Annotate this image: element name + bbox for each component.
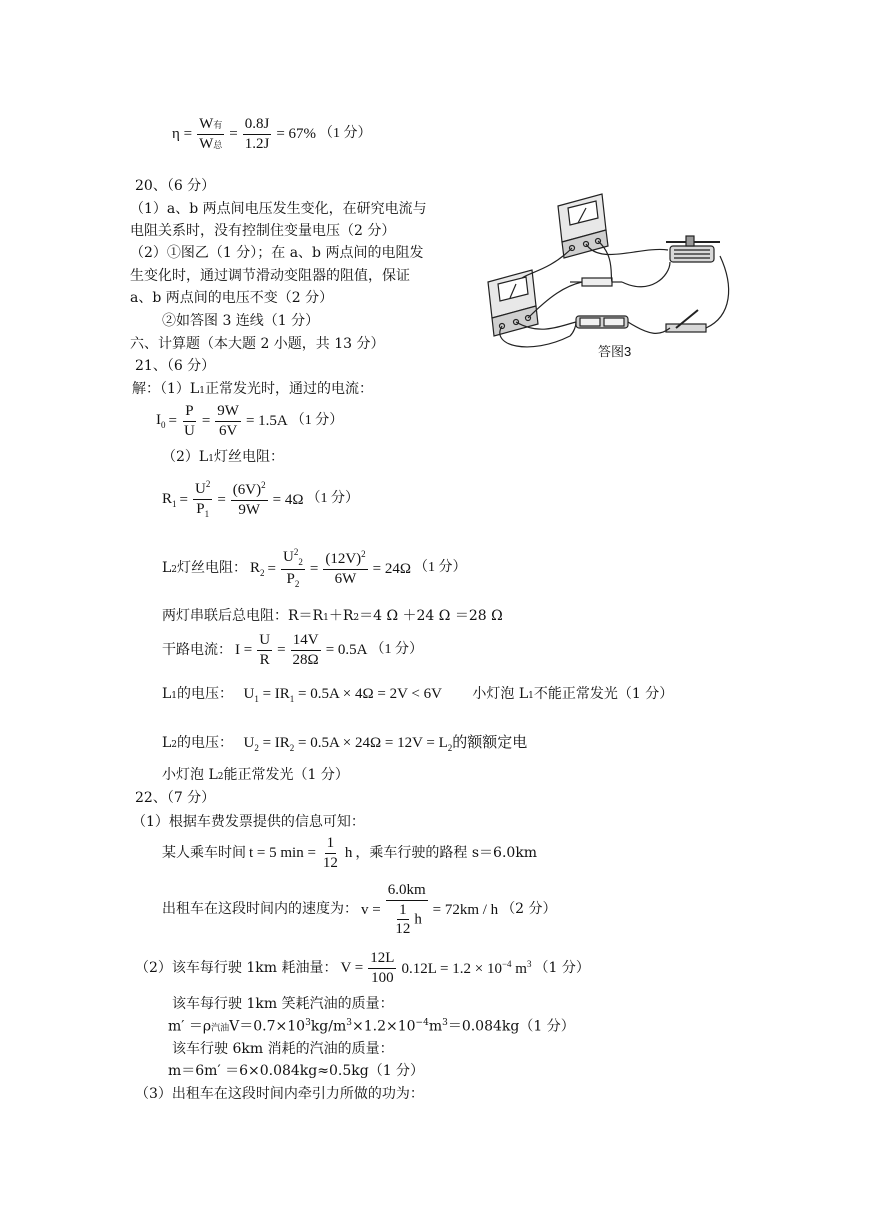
u2-conclusion: 小灯泡 L2能正常发光（1 分） [162, 767, 349, 783]
voltmeter-icon [558, 194, 608, 258]
fuel-per-km-line: （2）该车每行驶 1km 耗油量： V = $\frac{12L}{100}$ $0.12L = 1.2 \times 10^{-4}$ $m^3$ （1 分） [135, 950, 590, 986]
q21-header: 21、（6 分） [135, 358, 216, 374]
q20-header: 20、（6 分） [135, 178, 216, 194]
q22-part3: （3）出租车在这段时间内牵引力所做的功为： [135, 1086, 424, 1102]
figure-caption: 答图3 [598, 344, 632, 359]
r2-formula: L2灯丝电阻： $R_2$ = $\frac{U^2_2}{P_2}$ = $\frac{(12V)^2}{6W}$ = 24Ω （1 分） [162, 547, 467, 589]
mass-line-3: 该车行驶 6km 消耗的汽油的质量： [172, 1041, 394, 1057]
ammeter-icon [488, 270, 538, 336]
section-6-title: 六、计算题（本大题 2 小题，共 13 分） [130, 336, 385, 352]
battery-icon [576, 316, 628, 328]
total-resistance-line: 两灯串联后总电阻：R＝R1＋R2＝4 Ω ＋24 Ω ＝28 Ω [162, 608, 503, 624]
q20-line-3: ②如答图 3 连线（1 分） [162, 313, 320, 329]
q22-header: 22、（7 分） [135, 790, 216, 806]
main-current-formula: 干路电流： I = $\frac{U}{R}$ = $\frac{14V}{28\Omega}$ = 0.5A （1 分） [162, 632, 423, 668]
circuit-diagram-figure [470, 186, 742, 362]
q20-line-2a: （2）①图乙（1 分）；在 a、b 两点间的电阻发 [130, 245, 424, 261]
switch-icon [666, 310, 706, 332]
mass-line-1: 该车每行驶 1km 笑耗汽油的质量： [172, 996, 394, 1012]
q21-part2-label: （2）L1灯丝电阻： [162, 449, 284, 465]
speed-line: 出租车在这段时间内的速度为： v = 6.0km $\frac{1}{12}$ h = 72km / h （2 分） [162, 882, 557, 937]
r1-formula: $R_1$ = $\frac{U^2}{P_1}$ = $\frac{(6V)^2}{9W}$ = 4Ω （1 分） [162, 479, 359, 519]
eta-fraction-2: $\frac{0.8J}{1.2J}$ [244, 116, 270, 152]
eta-fraction-1: $\frac{\text{W有}}{\text{W总}}$ [199, 116, 223, 152]
efficiency-formula: η = $\frac{\text{W有}}{\text{W总}}$ = $\frac{0.8J}{1.2J}$ = 67% （1 分） [172, 116, 372, 152]
eta-score: （1 分） [319, 125, 372, 141]
q20-line-1b: 电阻关系时，没有控制住变量电压（2 分） [130, 223, 396, 239]
eta-result: = 67% [276, 126, 317, 142]
i0-formula: $I_0$ = $\frac{P}{U}$ = $\frac{9W}{6V}$ = 1.5A （1 分） [156, 403, 344, 439]
mass-line-4: m＝6m′ ＝6×0.084kg≈0.5kg（1 分） [168, 1063, 425, 1079]
q20-line-2c: a、b 两点间的电压不变（2 分） [130, 290, 334, 306]
mass-line-2: m′ ＝ρ汽油$V=0.7\times 10^3kg/m^3\times 1.2\times 10^{-4}m^3=0.084kg(1$ 分） [168, 1018, 575, 1035]
q22-part1: （1）根据车费发票提供的信息可知： [132, 814, 365, 830]
eta-lhs: η = [172, 126, 193, 142]
u2-line: L2的电压： $U_2 = IR_2 = 0.5A \times 24\Omega = 12V = L_2$的额额定电 [162, 733, 528, 753]
q21-solution-intro: 解：（1）L1正常发光时，通过的电流： [132, 381, 373, 397]
resistor-icon [570, 278, 622, 286]
q20-line-2b: 生变化时，通过调节滑动变阻器的阻值，保证 [130, 268, 410, 284]
q20-line-1a: （1）a、b 两点间电压发生变化，在研究电流与 [130, 201, 427, 217]
u1-line: L1的电压： $U_1 = IR_1 = 0.5A \times 4\Omega = 2V < 6V$ 小灯泡 L1不能正常发光（1 分） [162, 686, 674, 704]
rheostat-icon [666, 236, 720, 262]
time-line: 某人乘车时间 t = 5 min = $\frac{1}{12}$ h ，乘车行驶的路程 s＝6.0km [162, 835, 538, 871]
